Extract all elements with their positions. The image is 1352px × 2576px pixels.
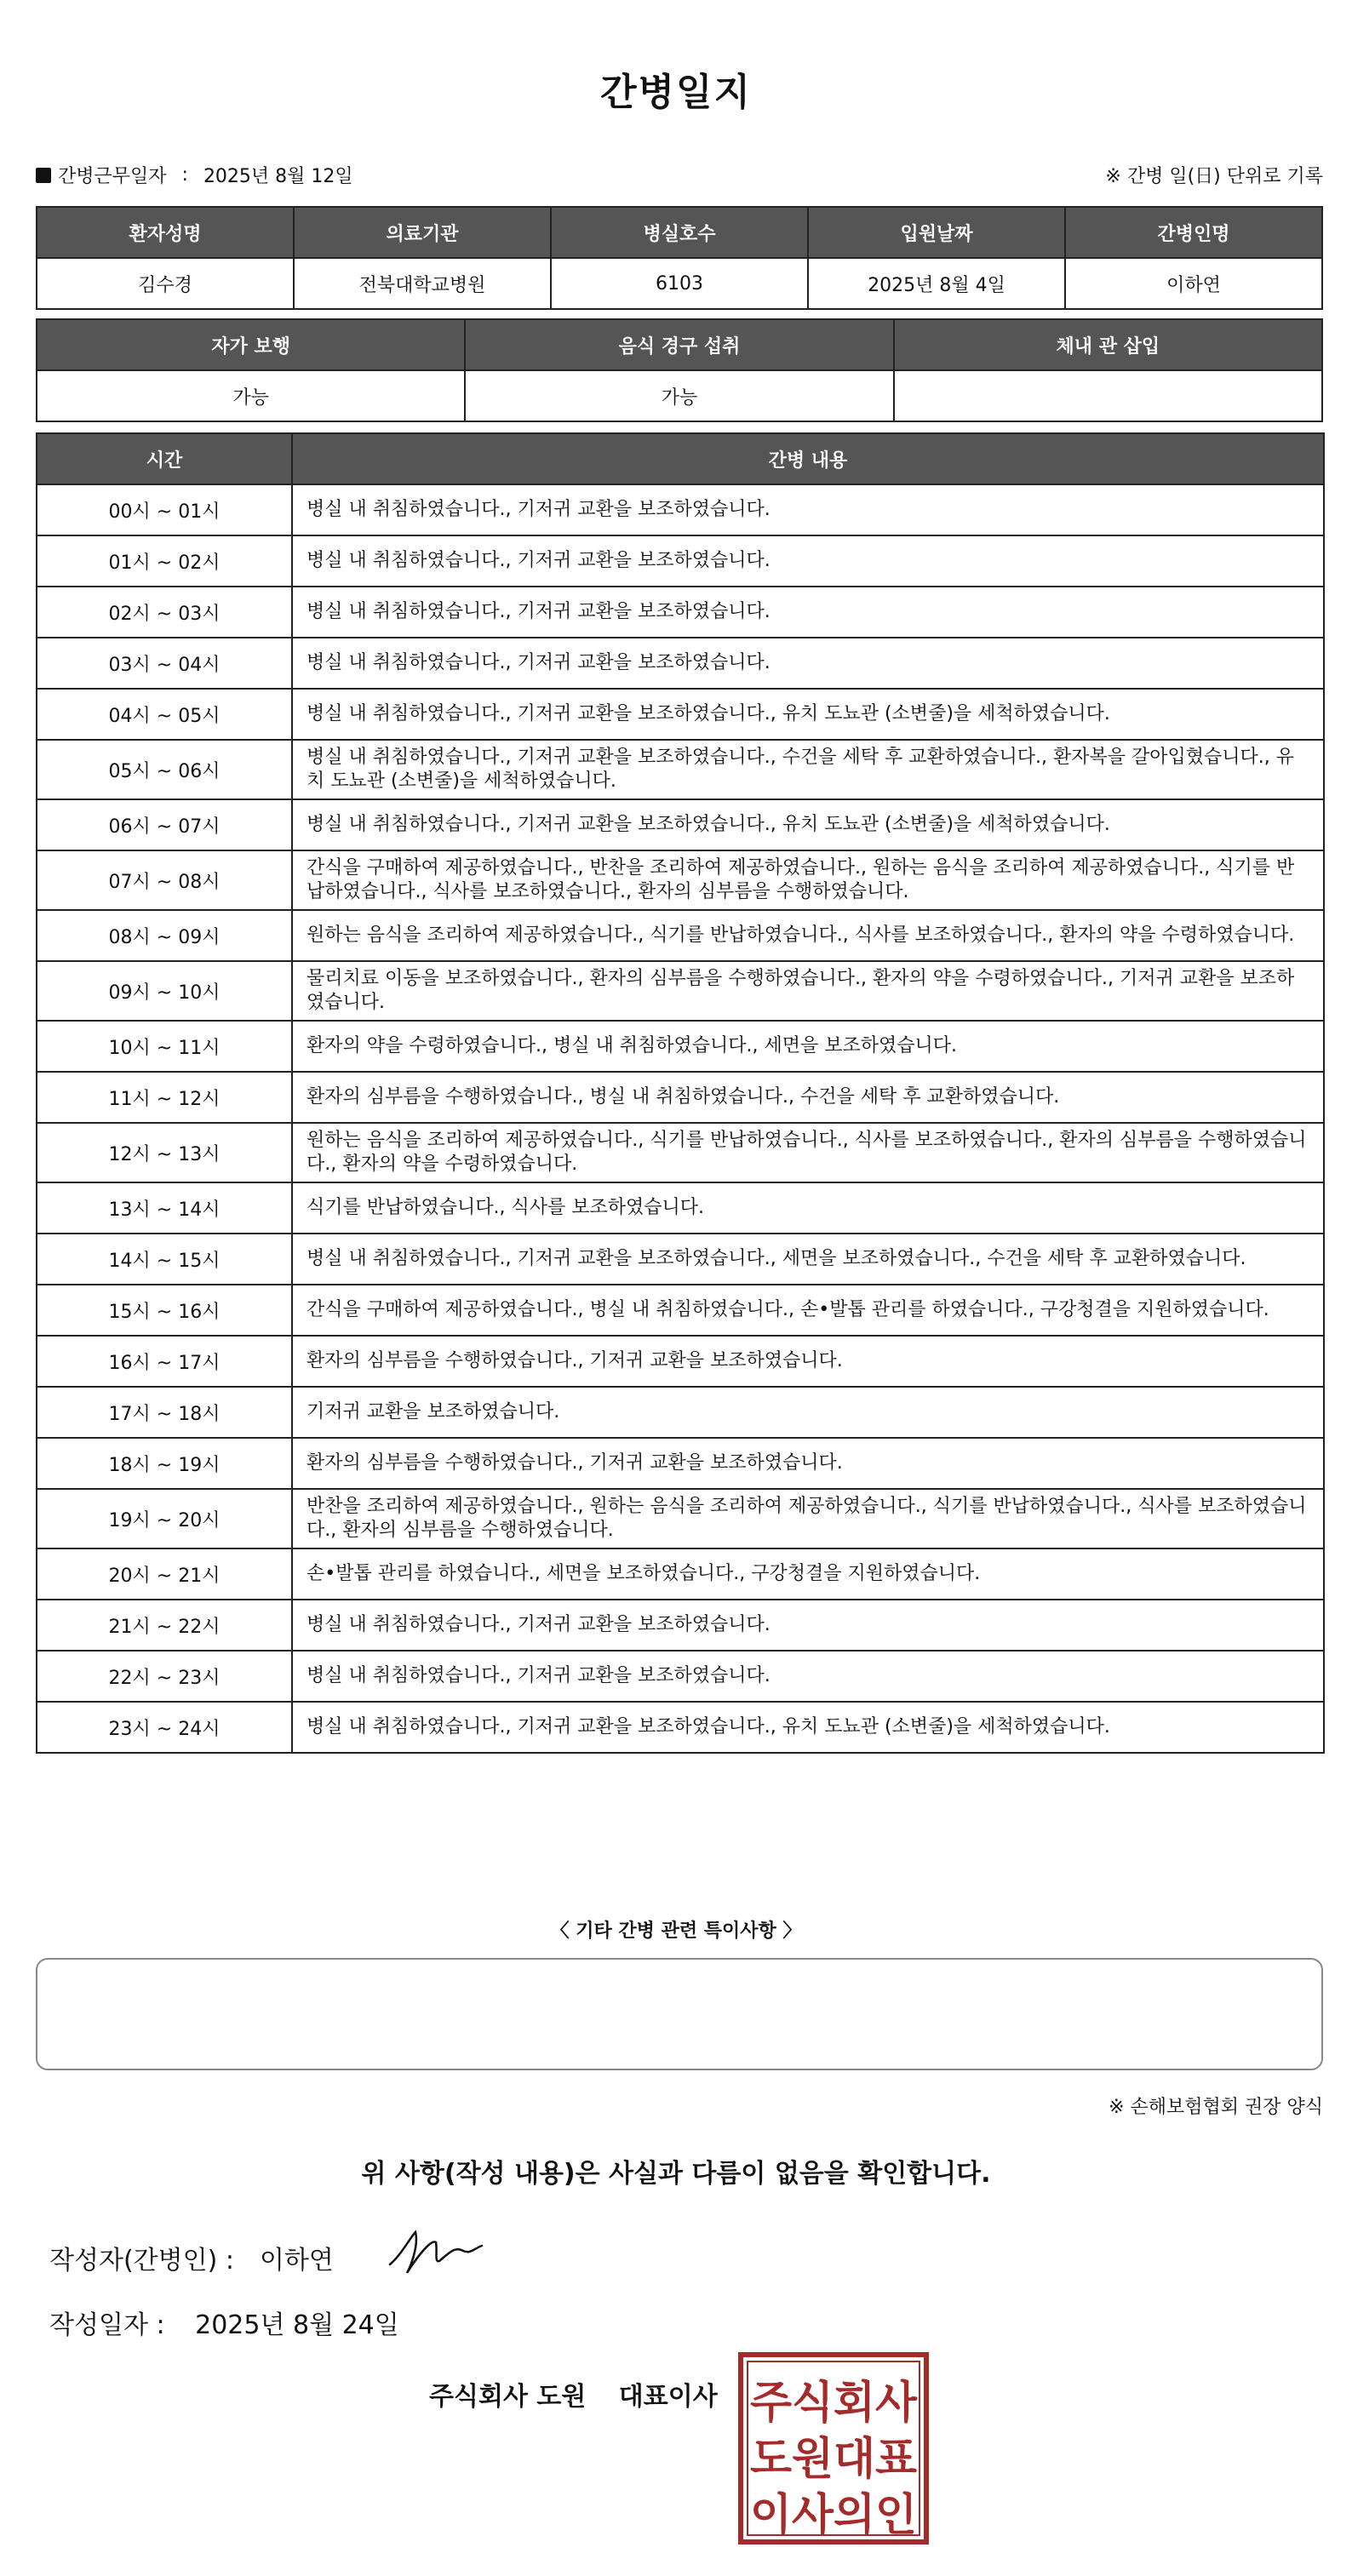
header-room: 병실호수 [551,207,808,258]
table-row [37,484,1324,535]
patient-info-header-row [37,207,1322,258]
log-content: 손•발톱 관리를 하였습니다., 세면을 보조하였습니다., 구강청결을 지원하였습니다. [292,1548,1324,1600]
log-content: 반찬을 조리하여 제공하였습니다., 원하는 음식을 조리하여 제공하였습니다., 식기를 반납하였습니다., 식사를 보조하였습니다., 환자의 심부름을 수행하였습니다. [292,1489,1324,1548]
seal-line-2: 도원대표 [750,2434,917,2485]
header-oral-intake: 음식 경구 섭취 [465,319,893,370]
header-time: 시간 [37,433,292,484]
signature-icon [385,2220,496,2280]
written-date-label: 작성일자 : [49,2310,165,2340]
log-content: 병실 내 취침하였습니다., 기저귀 교환을 보조하였습니다., 유치 도뇨관 (소변줄)을 세척하였습니다. [292,1702,1324,1753]
log-time: 03시 ~ 04시 [37,638,292,689]
log-time: 16시 ~ 17시 [37,1336,292,1387]
room-number: 6103 [551,258,808,309]
log-time: 12시 ~ 13시 [37,1123,292,1182]
table-row [37,910,1324,961]
table-row [37,689,1324,740]
header-caregiver-name: 간병인명 [1065,207,1322,258]
log-content: 환자의 심부름을 수행하였습니다., 기저귀 교환을 보조하였습니다. [292,1336,1324,1387]
log-content: 기저귀 교환을 보조하였습니다. [292,1387,1324,1438]
admission-date: 2025년 8월 4일 [808,258,1065,309]
log-content: 병실 내 취침하였습니다., 기저귀 교환을 보조하였습니다., 수건을 세탁 후 교환하였습니다., 환자복을 갈아입혔습니다., 유치 도뇨관 (소변줄)을 세척하였습니다. [292,740,1324,799]
status-value-row [37,370,1322,421]
table-row [37,1072,1324,1123]
log-content: 원하는 음식을 조리하여 제공하였습니다., 식기를 반납하였습니다., 식사를 보조하였습니다., 환자의 심부름을 수행하였습니다., 환자의 약을 수령하였습니다. [292,1123,1324,1182]
table-row [37,740,1324,799]
table-row [37,1702,1324,1753]
patient-status-table [36,318,1323,422]
patient-info-value-row [37,258,1322,309]
log-time: 11시 ~ 12시 [37,1072,292,1123]
table-row [37,1489,1324,1548]
header-hospital: 의료기관 [294,207,551,258]
log-time: 02시 ~ 03시 [37,587,292,638]
table-row [37,638,1324,689]
table-row [37,1123,1324,1182]
log-time: 20시 ~ 21시 [37,1548,292,1600]
log-time: 21시 ~ 22시 [37,1600,292,1651]
work-date [36,162,353,188]
log-time: 05시 ~ 06시 [37,740,292,799]
seal-line-3: 이사의인 [750,2490,917,2541]
log-content: 간식을 구매하여 제공하였습니다., 반찬을 조리하여 제공하였습니다., 원하는 음식을 조리하여 제공하였습니다., 식기를 반납하였습니다., 식사를 보조하였습니다., 환자의 심부름을 수행하였습니다. [292,850,1324,910]
table-row [37,1182,1324,1234]
log-time: 01시 ~ 02시 [37,535,292,587]
care-log-table [36,432,1325,1754]
writer-label: 작성자(간병인) : [49,2246,234,2275]
log-content: 병실 내 취침하였습니다., 기저귀 교환을 보조하였습니다. [292,1600,1324,1651]
header-care-content: 간병 내용 [292,433,1324,484]
table-row [37,1285,1324,1336]
log-time: 13시 ~ 14시 [37,1182,292,1234]
log-content: 식기를 반납하였습니다., 식사를 보조하였습니다. [292,1182,1324,1234]
table-row [37,1600,1324,1651]
oral-intake-value: 가능 [465,370,893,421]
bullet-square-icon [36,168,51,183]
log-time: 08시 ~ 09시 [37,910,292,961]
table-row [37,1438,1324,1489]
log-time: 00시 ~ 01시 [37,484,292,535]
unit-note: ※ 간병 일(日) 단위로 기록 [1105,166,1323,187]
work-date-separator: : [181,164,188,186]
log-time: 14시 ~ 15시 [37,1234,292,1285]
patient-info-table [36,206,1323,310]
company-row [429,2375,718,2413]
hospital: 전북대학교병원 [294,258,551,309]
company-seal-stamp [737,2351,930,2545]
log-content: 병실 내 취침하였습니다., 기저귀 교환을 보조하였습니다., 세면을 보조하였습니다., 수건을 세탁 후 교환하였습니다. [292,1234,1324,1285]
log-content: 병실 내 취침하였습니다., 기저귀 교환을 보조하였습니다. [292,638,1324,689]
log-content: 병실 내 취침하였습니다., 기저귀 교환을 보조하였습니다. [292,587,1324,638]
log-time: 19시 ~ 20시 [37,1489,292,1548]
header-self-walking: 자가 보행 [37,319,465,370]
table-row [37,1234,1324,1285]
association-note: ※ 손해보험협회 권장 양식 [1109,2097,1323,2118]
care-log-body [37,484,1324,1753]
patient-name: 김수경 [37,258,294,309]
log-content: 병실 내 취침하였습니다., 기저귀 교환을 보조하였습니다. [292,484,1324,535]
writer-row [49,2239,334,2276]
log-time: 17시 ~ 18시 [37,1387,292,1438]
log-content: 병실 내 취침하였습니다., 기저귀 교환을 보조하였습니다. [292,535,1324,587]
log-time: 23시 ~ 24시 [37,1702,292,1753]
log-content: 환자의 심부름을 수행하였습니다., 기저귀 교환을 보조하였습니다. [292,1438,1324,1489]
written-date-value: 2025년 8월 24일 [195,2310,399,2340]
document-title: 간병일지 [599,71,752,114]
log-time: 18시 ~ 19시 [37,1438,292,1489]
header-patient-name: 환자성명 [37,207,294,258]
log-time: 09시 ~ 10시 [37,961,292,1021]
log-content: 병실 내 취침하였습니다., 기저귀 교환을 보조하였습니다., 유치 도뇨관 (소변줄)을 세척하였습니다. [292,689,1324,740]
special-notes-title: 〈 기타 간병 관련 특이사항 〉 [550,1921,802,1942]
written-date-row [49,2304,399,2341]
log-content: 원하는 음식을 조리하여 제공하였습니다., 식기를 반납하였습니다., 식사를 보조하였습니다., 환자의 약을 수령하였습니다. [292,910,1324,961]
tube-insertion-value [894,370,1322,421]
log-content: 간식을 구매하여 제공하였습니다., 병실 내 취침하였습니다., 손•발톱 관리를 하였습니다., 구강청결을 지원하였습니다. [292,1285,1324,1336]
log-time: 06시 ~ 07시 [37,799,292,850]
log-time: 22시 ~ 23시 [37,1651,292,1702]
table-row [37,535,1324,587]
log-time: 15시 ~ 16시 [37,1285,292,1336]
log-content: 환자의 심부름을 수행하였습니다., 병실 내 취침하였습니다., 수건을 세탁 후 교환하였습니다. [292,1072,1324,1123]
log-time: 04시 ~ 05시 [37,689,292,740]
caregiver-name: 이하연 [1065,258,1322,309]
table-row [37,587,1324,638]
work-date-value: 2025년 8월 12일 [203,166,353,187]
seal-line-1: 주식회사 [750,2378,918,2429]
table-row [37,1336,1324,1387]
header-admission-date: 입원날짜 [808,207,1065,258]
log-time: 10시 ~ 11시 [37,1021,292,1072]
ceo-label: 대표이사 [618,2382,718,2412]
confirmation-statement: 위 사항(작성 내용)은 사실과 다름이 없음을 확인합니다. [361,2159,991,2189]
log-content: 병실 내 취침하였습니다., 기저귀 교환을 보조하였습니다. [292,1651,1324,1702]
writer-name: 이하연 [259,2246,334,2275]
log-time: 07시 ~ 08시 [37,850,292,910]
log-content: 병실 내 취침하였습니다., 기저귀 교환을 보조하였습니다., 유치 도뇨관 (소변줄)을 세척하였습니다. [292,799,1324,850]
log-content: 물리치료 이동을 보조하였습니다., 환자의 심부름을 수행하였습니다., 환자의 약을 수령하였습니다., 기저귀 교환을 보조하였습니다. [292,961,1324,1021]
care-log-header-row [37,433,1324,484]
table-row [37,1548,1324,1600]
self-walking-value: 가능 [37,370,465,421]
table-row [37,799,1324,850]
table-row [37,850,1324,910]
company-name: 주식회사 도원 [429,2382,587,2412]
table-row [37,1021,1324,1072]
table-row [37,961,1324,1021]
status-header-row [37,319,1322,370]
log-content: 환자의 약을 수령하였습니다., 병실 내 취침하였습니다., 세면을 보조하였습니다. [292,1021,1324,1072]
special-notes-box [36,1958,1323,2070]
work-date-label: 간병근무일자 [58,166,167,187]
table-row [37,1387,1324,1438]
table-row [37,1651,1324,1702]
header-tube-insertion: 체내 관 삽입 [894,319,1322,370]
meta-row [36,162,1323,192]
